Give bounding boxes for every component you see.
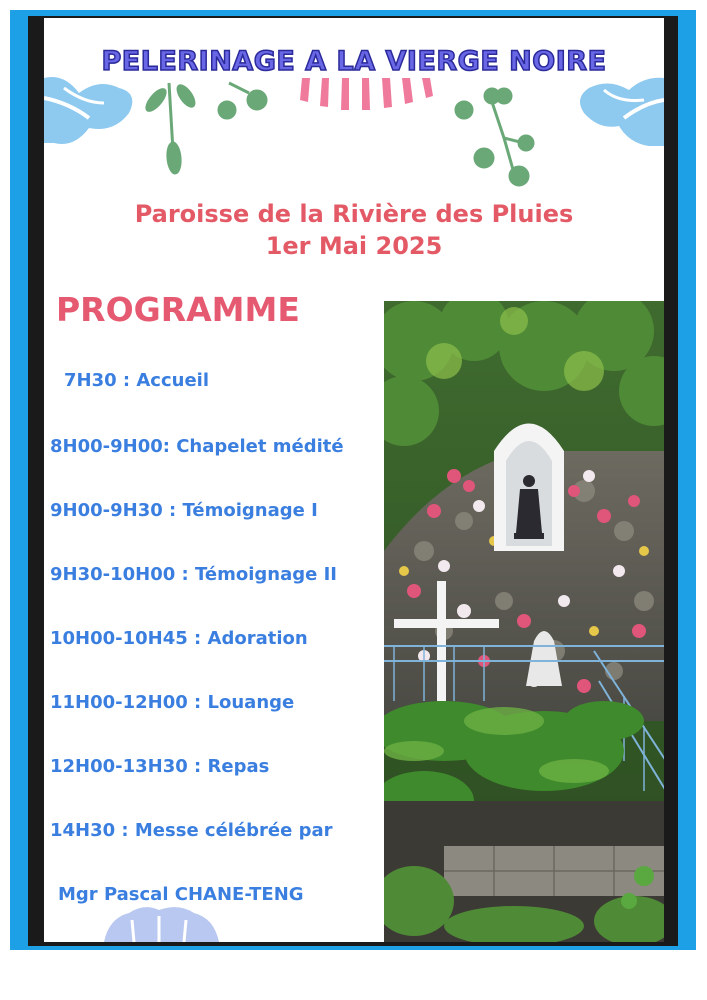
blue-flower-right-icon: [580, 78, 664, 146]
schedule-item: 9H30-10H00 : Témoignage II: [50, 564, 337, 585]
grotto-photo: [384, 301, 664, 942]
grotto-niche: [494, 424, 564, 552]
date-line: 1er Mai 2025: [265, 232, 443, 260]
schedule-item: 10H00-10H45 : Adoration: [50, 628, 308, 649]
pink-stripes-icon: [300, 78, 433, 110]
bottom-flower-decoration: [104, 898, 224, 942]
blue-flower-left-icon: [44, 77, 132, 144]
parish-line: Paroisse de la Rivière des Pluies: [134, 200, 574, 228]
top-decoration: [44, 18, 664, 193]
schedule-item: 8H00-9H00: Chapelet médité: [50, 436, 344, 457]
schedule-item: 9H00-9H30 : Témoignage I: [50, 500, 318, 521]
schedule-item: 12H00-13H30 : Repas: [50, 756, 270, 777]
leaf-branch-left-icon: [142, 82, 267, 175]
poster-title: PELERINAGE A LA VIERGE NOIRE: [101, 46, 607, 77]
schedule-item: Mgr Pascal CHANE-TENG: [58, 884, 304, 905]
subtitle: [44, 198, 664, 262]
schedule-item: 11H00-12H00 : Louange: [50, 692, 295, 713]
leaf-branch-right-icon: [455, 88, 534, 186]
schedule-item: 14H30 : Messe célébrée par: [50, 820, 333, 841]
schedule-item: 7H30 : Accueil: [64, 370, 210, 391]
programme-heading: PROGRAMME: [56, 290, 300, 329]
poster: [44, 18, 664, 942]
blue-flower-bottom-icon: [104, 907, 219, 942]
